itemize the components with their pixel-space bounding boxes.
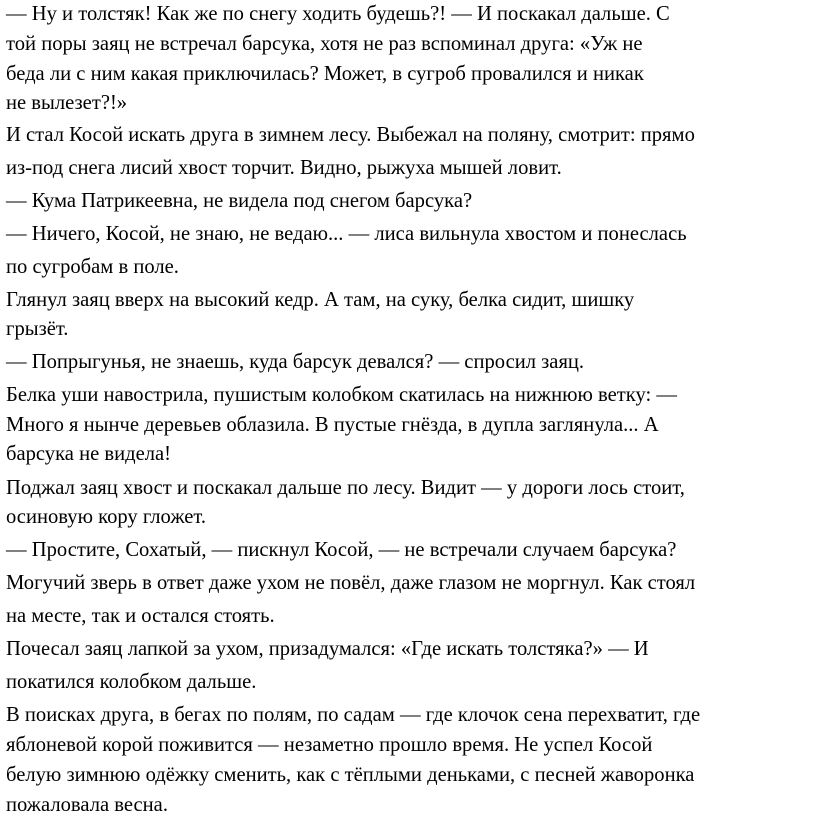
text-line: Белка уши навострила, пушистым колобком скатилась на нижнюю ветку: — [6, 384, 677, 406]
text-line: беда ли с ним какая приключилась? Может, в сугроб провалился и никак [6, 63, 644, 85]
text-line: Почесал заяц лапкой за ухом, призадумался: «Где искать толстяка?» — И [6, 638, 649, 660]
text-line: Могучий зверь в ответ даже ухом не повёл, даже глазом не моргнул. Как стоял [6, 572, 696, 594]
text-line: — Кума Патрикеевна, не видела под снегом барсука? [6, 190, 473, 212]
text-line: Глянул заяц вверх на высокий кедр. А там, на суку, белка сидит, шишку [6, 289, 635, 311]
text-line: — Простите, Сохатый, — пискнул Косой, — не встречали случаем барсука? [6, 539, 677, 561]
text-line: не вылезет?!» [6, 92, 128, 114]
text-line: из-под снега лисий хвост торчит. Видно, рыжуха мышей ловит. [6, 157, 562, 179]
text-line: по сугробам в поле. [6, 256, 179, 278]
text-line: — Ну и толстяк! Как же по снегу ходить будешь?! — И поскакал дальше. С [6, 3, 670, 25]
text-line: покатился колобком дальше. [6, 671, 257, 693]
text-line: яблоневой корой поживится — незаметно прошло время. Не успел Косой [6, 734, 653, 756]
text-line: В поисках друга, в бегах по полям, по садам — где клочок сена перехватит, где [6, 704, 701, 726]
text-line: на месте, так и остался стоять. [6, 605, 275, 627]
text-line: белую зимнюю одёжку сменить, как с тёплыми деньками, с песней жаворонка [6, 764, 695, 786]
text-line: И стал Косой искать друга в зимнем лесу. Выбежал на поляну, смотрит: прямо [6, 124, 695, 146]
text-line: — Попрыгунья, не знаешь, куда барсук девался? — спросил заяц. [6, 351, 585, 373]
text-line: Поджал заяц хвост и поскакал дальше по лесу. Видит — у дороги лось стоит, [6, 477, 685, 499]
text-line: пожаловала весна. [6, 794, 168, 816]
text-line: барсука не видела! [6, 443, 172, 465]
text-line: Много я нынче деревьев облазила. В пустые гнёзда, в дупла заглянула... А [6, 414, 659, 436]
text-line: — Ничего, Косой, не знаю, не ведаю... — лиса вильнула хвостом и понеслась [6, 223, 687, 245]
text-line: той поры заяц не встречал барсука, хотя не раз вспоминал друга: «Уж не [6, 33, 643, 55]
text-line: осиновую кору гложет. [6, 506, 207, 528]
text-line: грызёт. [6, 318, 69, 340]
